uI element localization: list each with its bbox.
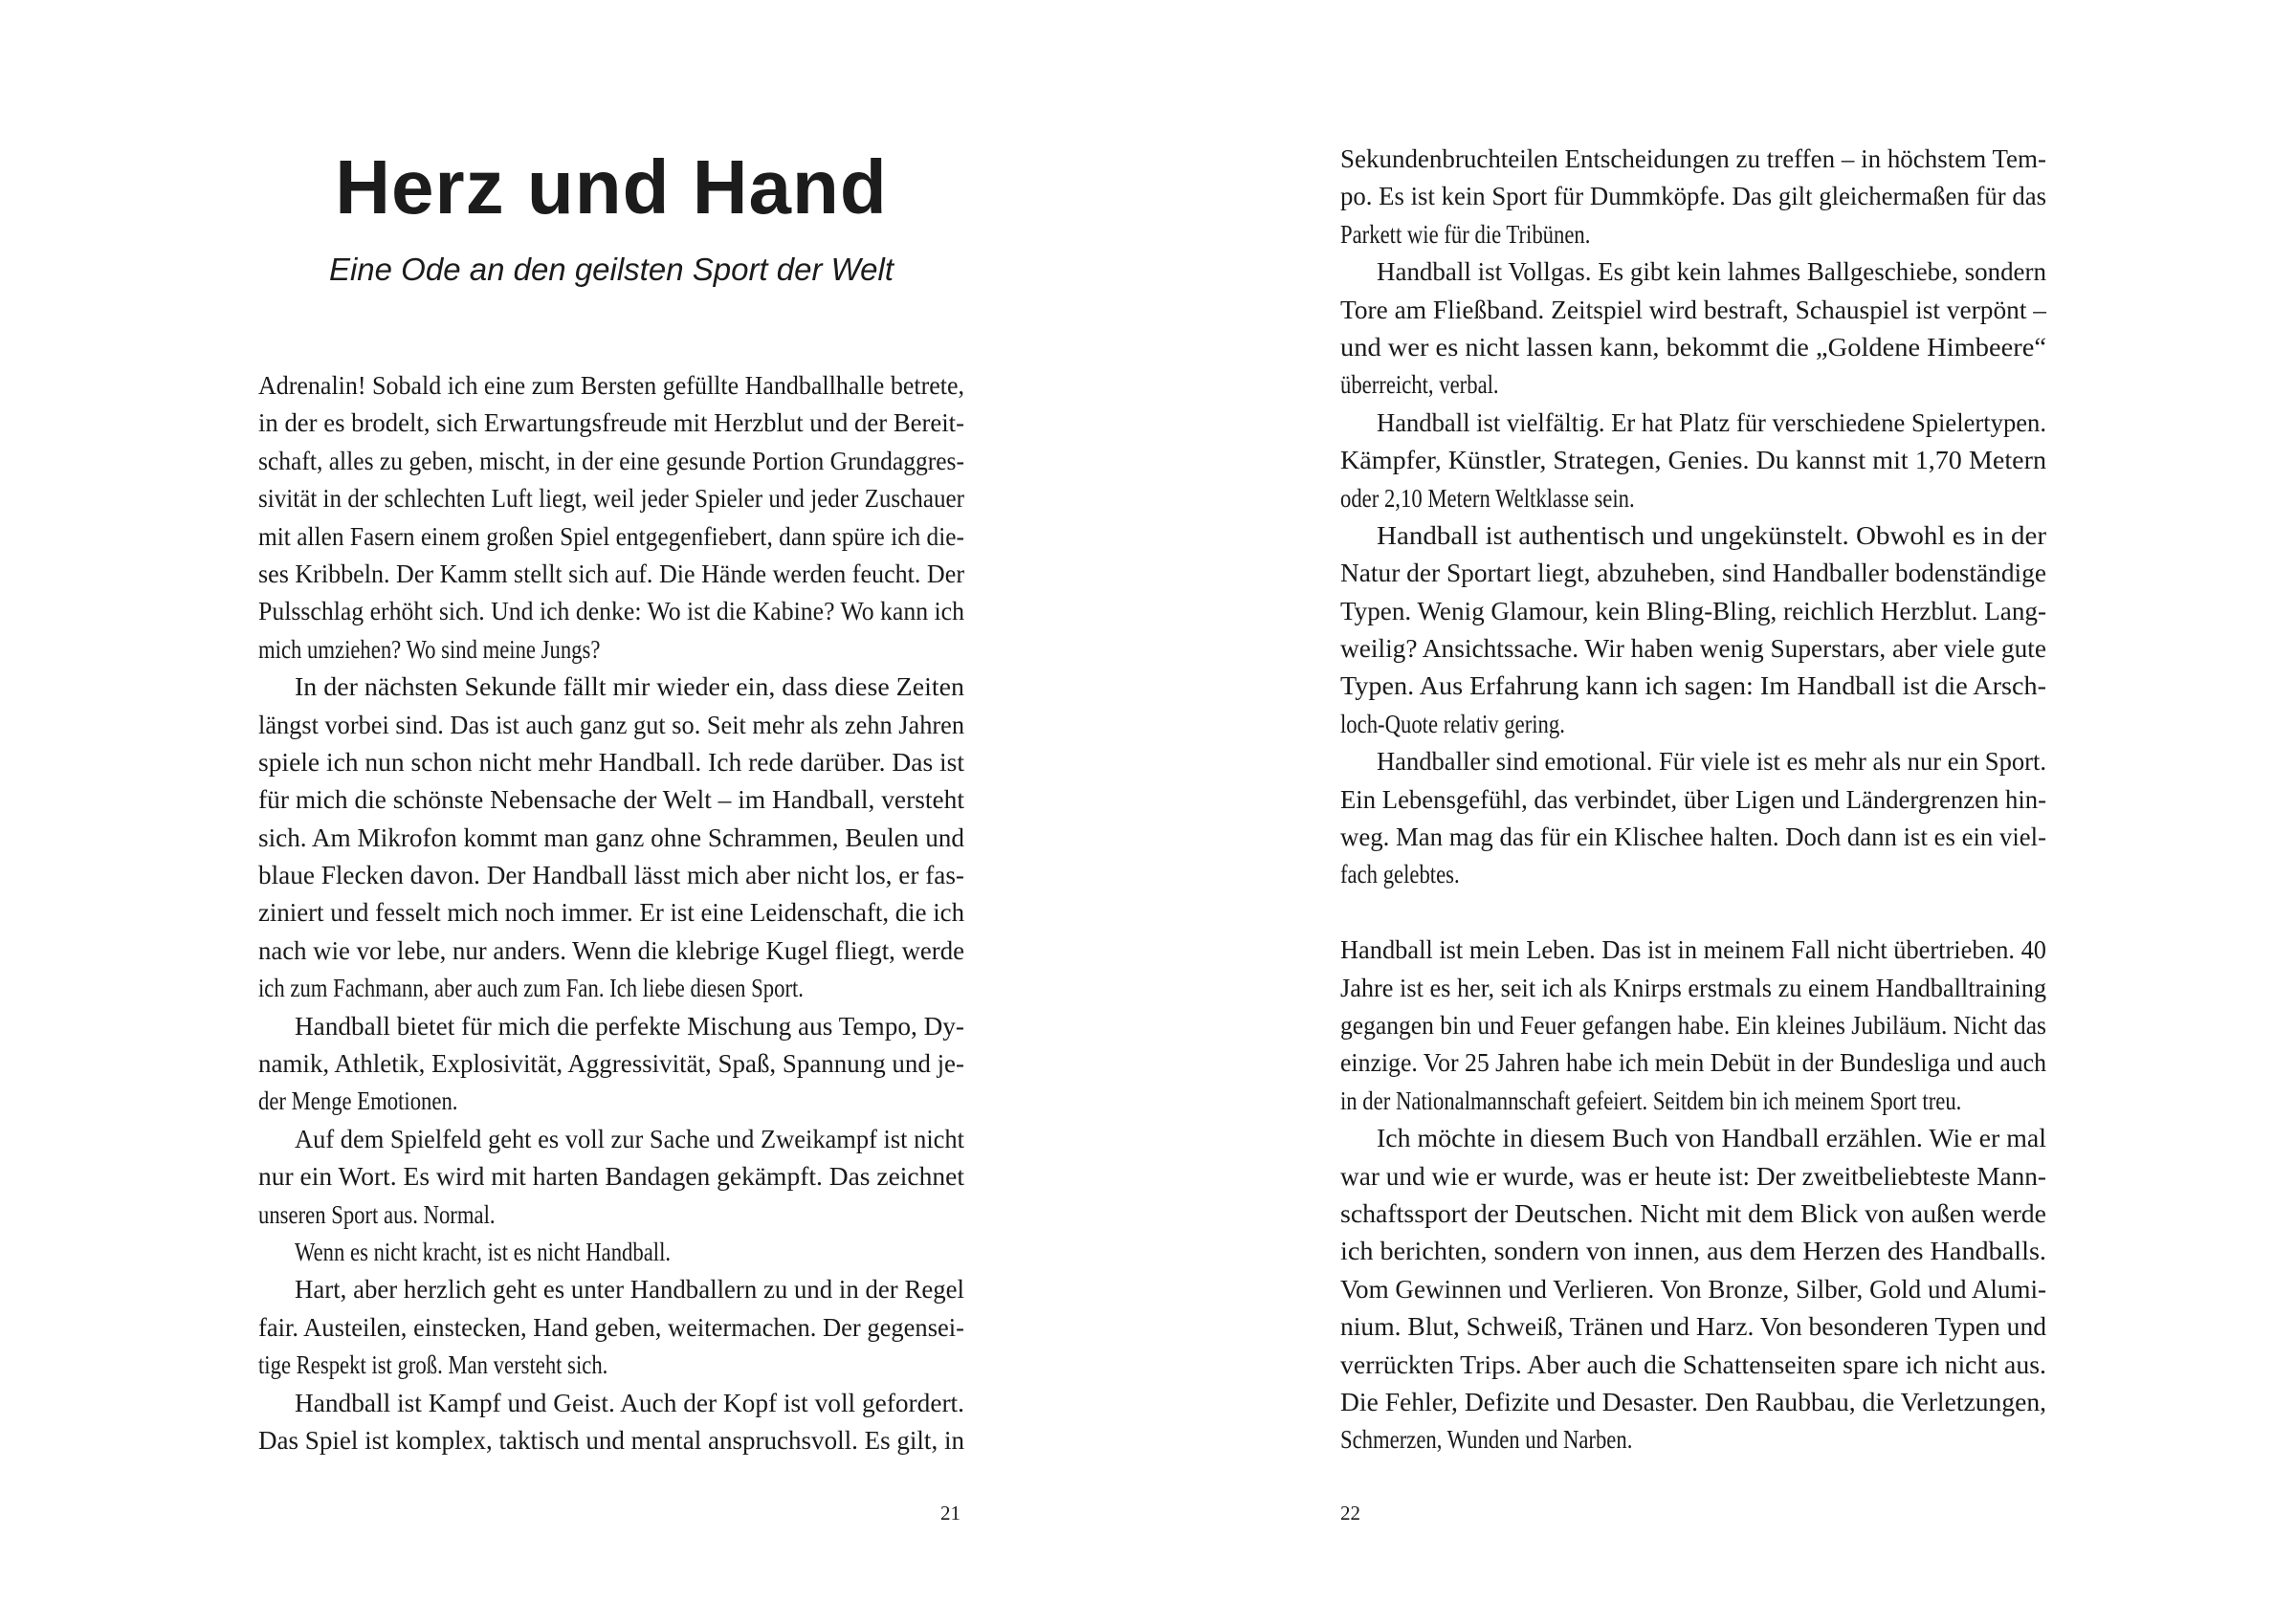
text-line: für mich die schönste Nebensache der Welt – im Handball, versteht bbox=[258, 785, 964, 815]
text-line: Handball bietet für mich die perfekte Mischung aus Tempo, Dy- bbox=[295, 1011, 964, 1041]
text-line: Natur der Sportart liegt, abzuheben, sind Handballer bodenständige bbox=[1340, 559, 2046, 588]
paragraph bbox=[258, 1121, 964, 1234]
text-line: unseren Sport aus. Normal. bbox=[258, 1199, 496, 1229]
chapter-title: Herz und Hand bbox=[335, 144, 888, 230]
text-line: nur ein Wort. Es wird mit harten Bandagen gekämpft. Das zeichnet bbox=[258, 1162, 964, 1192]
text-line: sich. Am Mikrofon kommt man ganz ohne Schrammen, Beulen und bbox=[258, 822, 964, 852]
paragraph bbox=[1340, 932, 2046, 1120]
text-line: mich umziehen? Wo sind meine Jungs? bbox=[258, 634, 601, 664]
text-line: schaft, alles zu geben, mischt, in der eine gesunde Portion Grundaggres- bbox=[258, 446, 964, 475]
text-line: ziniert und fesselt mich noch immer. Er ist eine Leidenschaft, die ich bbox=[258, 898, 964, 928]
text-line: Das Spiel ist komplex, taktisch und mental anspruchsvoll. Es gilt, in bbox=[258, 1425, 965, 1455]
paragraph bbox=[258, 1271, 964, 1384]
paragraph bbox=[258, 669, 964, 1008]
text-line: gegangen bin und Feuer gefangen habe. Ein kleines Jubiläum. Nicht das bbox=[1340, 1010, 2046, 1040]
text-line: namik, Athletik, Explosivität, Aggressivität, Spaß, Spannung und je- bbox=[258, 1049, 964, 1079]
text-line: Tore am Fließband. Zeitspiel wird bestraft, Schauspiel ist verpönt – bbox=[1340, 295, 2046, 324]
paragraph bbox=[258, 1385, 964, 1460]
text-line: Handball ist vielfältig. Er hat Platz für verschiedene Spielertypen. bbox=[1377, 407, 2046, 437]
text-line: weg. Man mag das für ein Klischee halten. Doch dann ist es ein viel- bbox=[1340, 822, 2046, 852]
text-line: Pulsschlag erhöht sich. Und ich denke: Wo ist die Kabine? Wo kann ich bbox=[258, 597, 964, 626]
text-line: spiele ich nun schon nicht mehr Handball. Ich rede darüber. Das ist bbox=[258, 747, 964, 777]
text-line: Ein Lebensgefühl, das verbindet, über Ligen und Ländergrenzen hin- bbox=[1340, 784, 2046, 814]
text-line: Die Fehler, Defizite und Desaster. Den Raubbau, die Verletzungen, bbox=[1340, 1387, 2046, 1416]
text-line: Ich möchte in diesem Buch von Handball erzählen. Wie er mal bbox=[1377, 1124, 2046, 1153]
text-line: In der nächsten Sekunde fällt mir wieder ein, dass diese Zeiten bbox=[295, 672, 964, 702]
text-line: Sekundenbruchteilen Entscheidungen zu treffen – in höchstem Tem- bbox=[1340, 144, 2046, 173]
text-line: ich berichten, sondern von innen, aus dem Herzen des Handballs. bbox=[1340, 1237, 2046, 1266]
text-line: po. Es ist kein Sport für Dummköpfe. Das gilt gleichermaßen für das bbox=[1340, 182, 2046, 211]
right-page-body bbox=[1340, 141, 2046, 1459]
paragraph bbox=[1340, 405, 2046, 517]
text-line: überreicht, verbal. bbox=[1340, 370, 1499, 400]
paragraph bbox=[1340, 141, 2046, 253]
paragraph bbox=[258, 1234, 964, 1271]
text-line: Vom Gewinnen und Verlieren. Von Bronze, Silber, Gold und Alumi- bbox=[1340, 1274, 2046, 1304]
text-line: schaftssport der Deutschen. Nicht mit dem Blick von außen werde bbox=[1340, 1198, 2046, 1228]
paragraph bbox=[258, 1008, 964, 1121]
text-line: tige Respekt ist groß. Man versteht sich. bbox=[258, 1350, 608, 1380]
text-line: fach gelebtes. bbox=[1340, 860, 1460, 889]
text-line: der Menge Emotionen. bbox=[258, 1086, 458, 1116]
text-line: verrückten Trips. Aber auch die Schattenseiten spare ich nicht aus. bbox=[1340, 1349, 2046, 1379]
text-line: Typen. Wenig Glamour, kein Bling-Bling, reichlich Herzblut. Lang- bbox=[1340, 596, 2046, 625]
text-line: Handball ist Vollgas. Es gibt kein lahmes Ballgeschiebe, sondern bbox=[1377, 257, 2046, 287]
text-line: Handball ist authentisch und ungekünstelt. Obwohl es in der bbox=[1377, 520, 2046, 550]
text-line: Typen. Aus Erfahrung kann ich sagen: Im Handball ist die Arsch- bbox=[1340, 671, 2046, 701]
text-line: nium. Blut, Schweiß, Tränen und Harz. Von besonderen Typen und bbox=[1340, 1312, 2046, 1342]
section-break bbox=[1340, 894, 2046, 932]
text-line: sivität in der schlechten Luft liegt, weil jeder Spieler und jeder Zuschauer bbox=[258, 484, 964, 514]
paragraph bbox=[1340, 517, 2046, 743]
text-line: oder 2,10 Metern Weltklasse sein. bbox=[1340, 483, 1635, 513]
text-line: einzige. Vor 25 Jahren habe ich mein Debüt in der Bundesliga und auch bbox=[1340, 1048, 2046, 1078]
text-line: ses Kribbeln. Der Kamm stellt sich auf. Die Hände werden feucht. Der bbox=[258, 559, 964, 588]
text-line: fair. Austeilen, einstecken, Hand geben, weitermachen. Der gegensei- bbox=[258, 1312, 964, 1342]
text-line: mit allen Fasern einem großen Spiel entgegenfiebert, dann spüre ich die- bbox=[258, 521, 964, 551]
text-line: war und wie er wurde, was er heute ist: Der zweitbeliebteste Mann- bbox=[1340, 1161, 2046, 1191]
text-line: und wer es nicht lassen kann, bekommt die „Goldene Himbeere“ bbox=[1340, 332, 2046, 362]
page-number-right: 22 bbox=[1340, 1502, 1360, 1524]
text-line: nach wie vor lebe, nur anders. Wenn die klebrige Kugel fliegt, werde bbox=[258, 935, 964, 965]
text-line: Auf dem Spielfeld geht es voll zur Sache und Zweikampf ist nicht bbox=[295, 1124, 964, 1153]
text-line: Jahre ist es her, seit ich als Knirps erstmals zu einem Handballtraining bbox=[1340, 973, 2046, 1002]
text-line: längst vorbei sind. Das ist auch ganz gut so. Seit mehr als zehn Jahren bbox=[258, 710, 964, 739]
paragraph bbox=[1340, 743, 2046, 894]
text-line: ich zum Fachmann, aber auch zum Fan. Ich liebe diesen Sport. bbox=[258, 974, 804, 1003]
text-line: Hart, aber herzlich geht es unter Handballern zu und in der Regel bbox=[295, 1275, 964, 1305]
text-line: Kämpfer, Künstler, Strategen, Genies. Du kannst mit 1,70 Metern bbox=[1340, 446, 2046, 475]
text-line: loch-Quote relativ gering. bbox=[1340, 709, 1565, 738]
text-line: in der es brodelt, sich Erwartungsfreude mit Herzblut und der Bereit- bbox=[258, 408, 964, 438]
text-line: Adrenalin! Sobald ich eine zum Bersten gefüllte Handballhalle betrete, bbox=[258, 371, 964, 400]
paragraph bbox=[258, 367, 964, 669]
text-line: Handball ist Kampf und Geist. Auch der Kopf ist voll gefordert. bbox=[295, 1388, 964, 1417]
text-line: Handball ist mein Leben. Das ist in meinem Fall nicht übertrieben. 40 bbox=[1340, 935, 2046, 965]
left-page-body bbox=[258, 367, 964, 1459]
page-number-left: 21 bbox=[940, 1502, 960, 1524]
paragraph bbox=[1340, 1120, 2046, 1459]
text-line: blaue Flecken davon. Der Handball lässt mich aber nicht los, er fas- bbox=[258, 861, 964, 890]
text-line: Handballer sind emotional. Für viele ist es mehr als nur ein Sport. bbox=[1377, 747, 2046, 777]
paragraph bbox=[1340, 253, 2046, 405]
text-line: in der Nationalmannschaft gefeiert. Seitdem bin ich meinem Sport treu. bbox=[1340, 1086, 1962, 1115]
text-line: weilig? Ansichtssache. Wir haben wenig Superstars, aber viele gute bbox=[1340, 634, 2046, 664]
text-line: Parkett wie für die Tribünen. bbox=[1340, 219, 1591, 249]
chapter-subtitle: Eine Ode an den geilsten Sport der Welt bbox=[328, 252, 894, 287]
text-line: Wenn es nicht kracht, ist es nicht Handball. bbox=[295, 1237, 672, 1266]
text-line: Schmerzen, Wunden und Narben. bbox=[1340, 1425, 1633, 1455]
